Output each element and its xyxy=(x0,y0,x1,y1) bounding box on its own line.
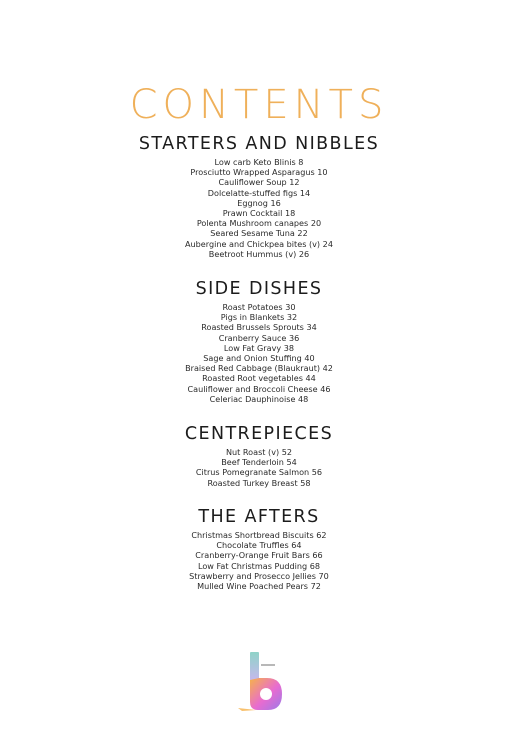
entry-page-number: 26 xyxy=(298,248,310,259)
section-starters-and-nibbles xyxy=(0,134,518,259)
entry-page-number: 36 xyxy=(288,332,300,343)
entry-page-number: 42 xyxy=(322,363,333,374)
toc-entry[interactable] xyxy=(0,478,518,488)
toc-entry[interactable] xyxy=(0,208,518,218)
entry-page-number: 46 xyxy=(320,383,331,394)
entry-title: Chocolate Truffles xyxy=(216,540,289,551)
toc-entry[interactable] xyxy=(0,561,518,571)
entry-page-number: 32 xyxy=(286,312,298,323)
entry-page-number: 8 xyxy=(298,157,304,167)
toc-entry[interactable] xyxy=(0,571,518,581)
toc-entry[interactable] xyxy=(0,239,518,249)
toc-entry[interactable] xyxy=(0,188,518,198)
entry-title: Cauliflower Soup xyxy=(218,177,287,188)
toc-entry[interactable] xyxy=(0,373,518,383)
toc-entry[interactable] xyxy=(0,384,518,394)
logo-counter xyxy=(260,688,272,700)
entry-title: Roasted Root vegetables xyxy=(202,373,303,384)
toc-entry[interactable] xyxy=(0,302,518,312)
entry-page-number: 66 xyxy=(312,550,323,561)
toc-entry[interactable] xyxy=(0,530,518,540)
entry-page-number: 44 xyxy=(305,373,316,384)
entry-page-number: 34 xyxy=(306,322,317,333)
entry-page-number: 52 xyxy=(281,447,293,457)
entry-title: Cranberry-Orange Fruit Bars xyxy=(195,550,310,561)
toc-entry[interactable] xyxy=(0,157,518,167)
brand-logo-icon xyxy=(234,650,286,712)
entry-page-number: 40 xyxy=(304,353,315,364)
entry-page-number: 58 xyxy=(300,477,311,488)
entry-title: Low Fat Gravy xyxy=(223,342,282,353)
entry-title: Low Fat Christmas Pudding xyxy=(197,560,308,571)
toc-entry[interactable] xyxy=(0,467,518,477)
toc-entry[interactable] xyxy=(0,394,518,404)
entry-title: Seared Sesame Tuna xyxy=(210,228,295,239)
entry-title: Cranberry Sauce xyxy=(218,332,287,343)
toc-entry[interactable] xyxy=(0,249,518,259)
entry-title: Beef Tenderloin xyxy=(221,457,284,468)
toc-entry[interactable] xyxy=(0,363,518,373)
entry-page-number: 62 xyxy=(316,530,327,540)
entry-title: Christmas Shortbread Biscuits xyxy=(191,530,314,540)
entry-title: Beetroot Hummus (v) xyxy=(208,248,297,259)
entry-title: Prosciutto Wrapped Asparagus xyxy=(190,167,315,178)
entry-page-number: 10 xyxy=(317,167,328,178)
entry-list xyxy=(0,447,518,488)
section-heading: SIDE DISHES xyxy=(195,279,323,299)
entry-list xyxy=(0,157,518,259)
toc-entry[interactable] xyxy=(0,228,518,238)
entry-title: Citrus Pomegranate Salmon xyxy=(195,467,310,478)
toc-entry[interactable] xyxy=(0,540,518,550)
toc-entry[interactable] xyxy=(0,550,518,560)
entry-page-number: 24 xyxy=(322,238,333,249)
section-heading: CENTREPIECES xyxy=(184,424,334,444)
toc-entry[interactable] xyxy=(0,218,518,228)
entry-title: Roast Potatoes xyxy=(222,302,283,312)
toc-entry[interactable] xyxy=(0,312,518,322)
toc-entry[interactable] xyxy=(0,353,518,363)
page-title: CONTENTS xyxy=(129,81,389,128)
entry-page-number: 48 xyxy=(298,393,309,404)
entry-title: Nut Roast (v) xyxy=(225,447,280,457)
logo-stem xyxy=(250,652,259,682)
entry-page-number: 54 xyxy=(286,457,297,468)
entry-list xyxy=(0,302,518,404)
toc-entry[interactable] xyxy=(0,198,518,208)
section-heading: STARTERS AND NIBBLES xyxy=(138,134,380,154)
entry-page-number: 20 xyxy=(310,218,322,229)
entry-page-number: 18 xyxy=(285,208,296,219)
entry-title: Pigs in Blankets xyxy=(220,312,285,323)
entry-list xyxy=(0,530,518,591)
entry-title: Polenta Mushroom canapes xyxy=(196,218,309,229)
entry-title: Strawberry and Prosecco Jellies xyxy=(189,570,316,581)
entry-title: Sage and Onion Stuffing xyxy=(203,353,302,364)
toc-entry[interactable] xyxy=(0,447,518,457)
entry-title: Celeriac Dauphinoise xyxy=(209,393,296,404)
toc-entry[interactable] xyxy=(0,177,518,187)
entry-title: Aubergine and Chickpea bites (v) xyxy=(185,238,321,249)
section-heading: THE AFTERS xyxy=(198,507,320,527)
entry-title: Roasted Brussels Sprouts xyxy=(201,322,304,333)
toc-entry[interactable] xyxy=(0,581,518,591)
entry-page-number: 56 xyxy=(311,467,323,478)
entry-page-number: 22 xyxy=(297,228,308,239)
toc-entry[interactable] xyxy=(0,457,518,467)
section-side-dishes xyxy=(0,279,518,404)
toc-entry[interactable] xyxy=(0,343,518,353)
entry-page-number: 30 xyxy=(285,302,296,312)
entry-title: Low carb Keto Blinis xyxy=(214,157,296,167)
logo-tagline-mark xyxy=(261,664,275,666)
entry-page-number: 14 xyxy=(299,187,311,198)
section-centrepieces xyxy=(0,424,518,488)
entry-title: Cauliflower and Broccoli Cheese xyxy=(187,383,318,394)
entry-title: Braised Red Cabbage (Blaukraut) xyxy=(185,363,321,374)
entry-title: Dolcelatte-stuffed figs xyxy=(207,187,298,198)
entry-page-number: 38 xyxy=(283,342,295,353)
entry-page-number: 72 xyxy=(310,581,321,592)
toc-entry[interactable] xyxy=(0,333,518,343)
entry-title: Mulled Wine Poached Pears xyxy=(197,581,308,592)
entry-title: Eggnog xyxy=(237,197,268,208)
entry-title: Roasted Turkey Breast xyxy=(207,477,298,488)
entry-page-number: 64 xyxy=(291,540,302,551)
entry-page-number: 70 xyxy=(318,570,329,581)
entry-page-number: 12 xyxy=(289,177,300,188)
section-the-afters xyxy=(0,507,518,591)
entry-title: Prawn Cocktail xyxy=(222,208,283,219)
toc-entry[interactable] xyxy=(0,167,518,177)
toc-entry[interactable] xyxy=(0,322,518,332)
entry-page-number: 68 xyxy=(309,560,321,571)
entry-page-number: 16 xyxy=(270,197,281,208)
